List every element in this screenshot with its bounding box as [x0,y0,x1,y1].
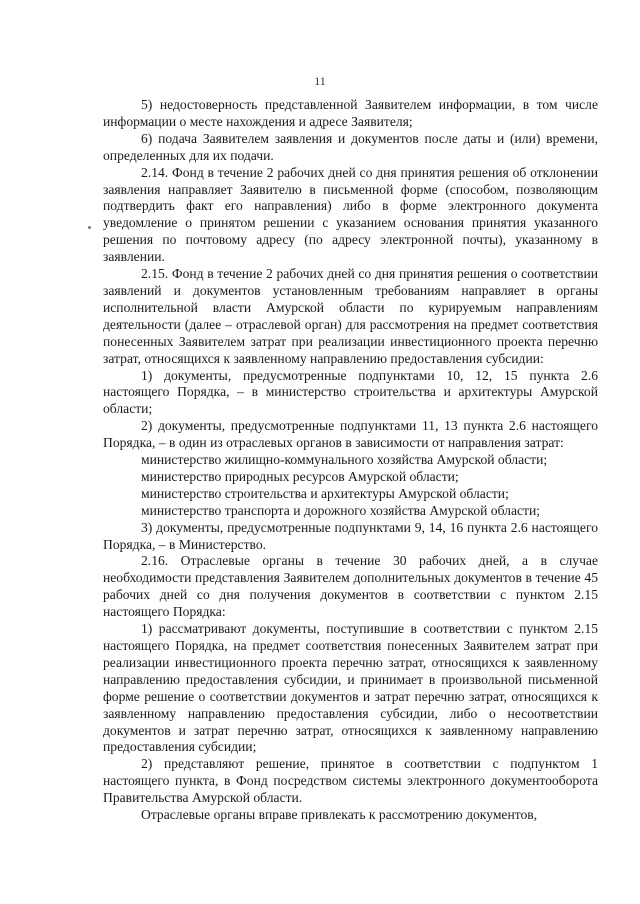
paragraph-2-15-item-3: 3) документы, предусмотренные подпунктами 9, 14, 16 пункта 2.6 настоящего Порядка, – в Министерство. [103,519,598,552]
paragraph-2-14: 2.14. Фонд в течение 2 рабочих дней со дня принятия решения об отклонении заявления направляет Заявителю в письменной форме (способом, позволяющим подтвердить факт его направления) либо в форме электронного документа уведомление о принятом решении с указанием основания принятия указанного решения по почтовому адресу (по адресу электронной почты), указанному в заявлении. [103,164,598,265]
document-body [103,97,598,824]
paragraph-2-16-item-2: 2) представляют решение, принятое в соответствии с подпунктом 1 настоящего пункта, в Фонд посредством системы электронного документооборота Правительства Амурской области. [103,756,598,806]
ministry-list-item: министерство транспорта и дорожного хозяйства Амурской области; [141,502,541,518]
ministry-list-item: министерство жилищно-коммунального хозяйства Амурской области; [141,452,548,468]
paragraph-item-6: 6) подача Заявителем заявления и документов после даты и (или) времени, определенных для их подачи. [103,130,598,163]
ministry-list-item: министерство строительства и архитектуры Амурской области; [141,485,509,501]
paragraph-final: Отраслевые органы вправе привлекать к рассмотрению документов, [141,807,538,823]
paragraph-2-15-item-2: 2) документы, предусмотренные подпунктами 11, 13 пункта 2.6 настоящего Порядка, – в один из отраслевых органов в зависимости от направления затрат: [103,418,598,451]
paragraph-2-15: 2.15. Фонд в течение 2 рабочих дней со дня принятия решения о соответствии заявлений и документов установленным требованиям направляет в органы исполнительной власти Амурской области по курируемым направлениям деятельности (далее – отраслевой орган) для рассмотрения на предмет соответствия понесенных Заявителем затрат при реализации инвестиционного проекта перечню затрат, относящихся к заявленному направлению предоставления субсидии: [103,266,598,366]
paragraph-2-16-item-1: 1) рассматривают документы, поступившие в соответствии с пунктом 2.15 настоящего Порядка, на предмет соответствия понесенных Заявителем затрат при реализации инвестиционного проекта перечню затрат, относящихся к заявленному направлению предоставления субсидии, и принимает в произвольной письменной форме решение о соответствии документов и затрат перечню затрат, относящихся к заявленному направлению предоставления субсидии, либо о несоответствии документов и затрат перечню затрат, относящихся к заявленному направлению предоставления субсидии; [103,621,598,755]
paragraph-2-16: 2.16. Отраслевые органы в течение 30 рабочих дней, а в случае необходимости представления Заявителем дополнительных документов в течение 45 рабочих дней со дня получения документов в соответствии с пунктом 2.15 настоящего Порядка: [103,553,598,620]
paragraph-item-5: 5) недостоверность представленной Заявителем информации, в том числе информации о месте нахождения и адресе Заявителя; [103,97,598,129]
page-number: 11 [314,74,326,88]
margin-mark [88,226,91,229]
ministry-list-item: министерство природных ресурсов Амурской области; [141,468,459,484]
paragraph-2-15-item-1: 1) документы, предусмотренные подпунктами 10, 12, 15 пункта 2.6 настоящего Порядка, – в министерство строительства и архитектуры Амурской области; [103,367,598,417]
